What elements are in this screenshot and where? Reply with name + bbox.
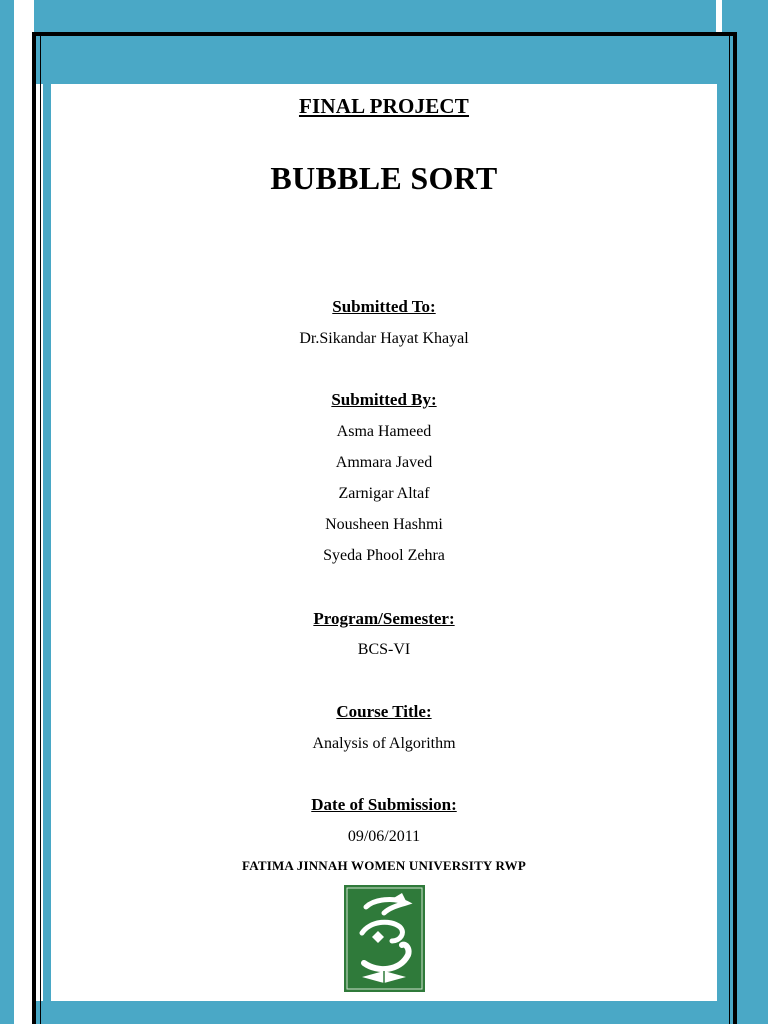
frame-left-thin-line [40, 36, 41, 1024]
university-name: FATIMA JINNAH WOMEN UNIVERSITY RWP [242, 858, 526, 873]
top-inner-stripe [51, 36, 717, 84]
submitted-to-label: Submitted To: [332, 297, 436, 316]
submitted-by-label: Submitted By: [331, 390, 437, 409]
date-label: Date of Submission: [311, 795, 457, 814]
member-name: Nousheen Hashmi [325, 516, 443, 533]
frame-top-line [32, 32, 737, 36]
right-inner-stripe [717, 36, 725, 1024]
member-name: Zarnigar Altaf [338, 485, 430, 502]
frame-right-line [733, 32, 737, 1024]
bottom-inner-stripe [51, 1001, 717, 1024]
date-value: 09/06/2011 [347, 828, 421, 845]
program-value: BCS-VI [357, 641, 411, 658]
member-name: Ammara Javed [335, 454, 433, 471]
submitted-to-value: Dr.Sikandar Hayat Khayal [299, 330, 469, 347]
left-blue-band [0, 0, 14, 1024]
course-label: Course Title: [336, 702, 432, 721]
member-name: Syeda Phool Zehra [323, 547, 445, 564]
final-project-heading: FINAL PROJECT [298, 94, 470, 118]
member-name: Asma Hameed [336, 423, 432, 440]
university-logo [344, 885, 425, 992]
left-white-gap [14, 0, 34, 1024]
program-label: Program/Semester: [313, 609, 455, 628]
course-value: Analysis of Algorithm [312, 735, 456, 752]
university-logo-icon [344, 885, 425, 992]
frame-left-line [32, 32, 36, 1024]
left-inner-stripe [43, 36, 51, 1024]
frame-right-thin-line [729, 36, 730, 1024]
project-title: BUBBLE SORT [270, 160, 498, 196]
cover-content [51, 84, 717, 1001]
